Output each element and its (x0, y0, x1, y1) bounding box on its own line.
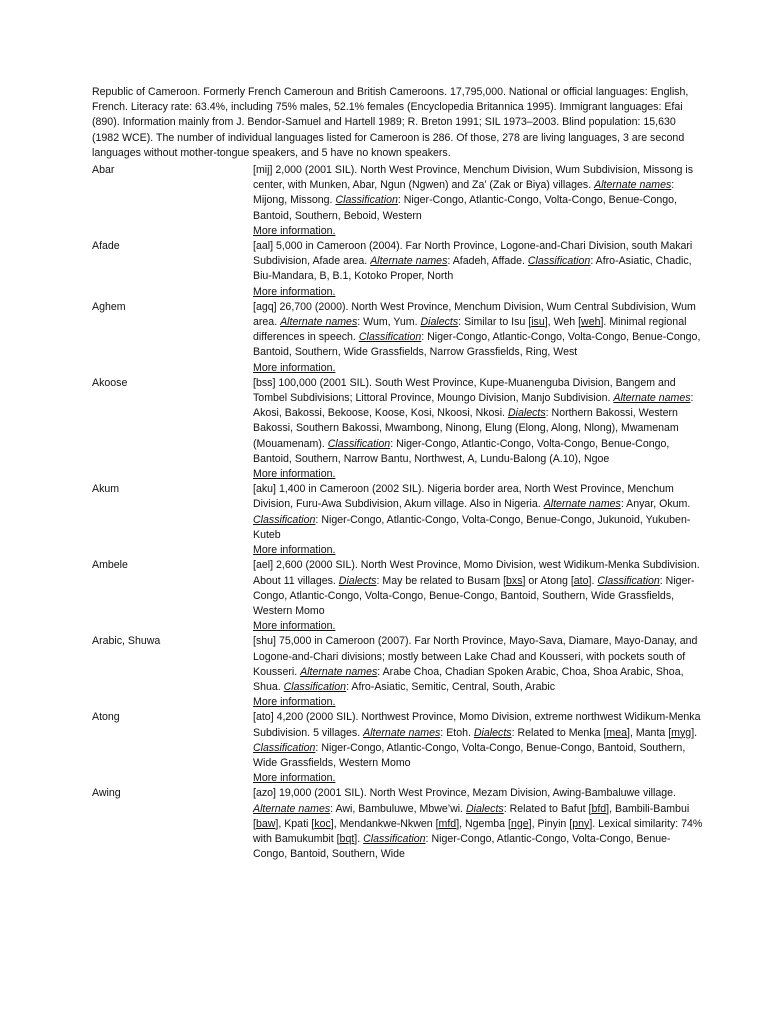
dialects-text: Related to Bafut [ (509, 802, 592, 815)
language-details (253, 239, 704, 300)
dialects-text: ], Mendankwe-Nkwen [ (330, 817, 439, 830)
classification-label[interactable]: Classification (358, 331, 422, 344)
dialects-text: ]. Minimal regional differences in speech. (253, 316, 687, 344)
language-name: Akoose (92, 376, 128, 389)
language-name: Awing (92, 787, 121, 800)
dialects-label[interactable]: Dialects (466, 802, 504, 815)
alternate-names: Anyar, Okum. (626, 498, 691, 511)
dialects-label[interactable]: Dialects (507, 407, 546, 420)
alternate-names: Arabe Choa, Chadian Spoken Arabic, Choa, Shoa Arabic, Shoa, Shua. (253, 665, 684, 693)
alternate-names-label[interactable]: Alternate names (613, 392, 691, 405)
more-information-link[interactable]: More information. (253, 224, 336, 237)
language-details (253, 376, 704, 482)
language-entry (92, 239, 704, 300)
more-information-row (253, 361, 704, 376)
language-name: Afade (92, 240, 120, 253)
dialect-code-link[interactable]: pny (572, 817, 590, 830)
alternate-names: Etoh. (446, 726, 471, 739)
alternate-names: Afadeh, Affade. (452, 255, 525, 268)
dialects-text: Related to Menka [ (517, 726, 607, 739)
dialect-code-link[interactable]: bqt (339, 832, 355, 845)
dialects-text: ]. Lexical similarity: 74% with Bamukumbit [ (253, 817, 703, 845)
more-information-link[interactable]: More information. (253, 620, 336, 633)
classification-text: Niger-Congo, Atlantic-Congo, Volta-Congo, Benue-Congo, Bantoid, Southern, Wide (253, 832, 671, 861)
more-information-row (253, 695, 704, 710)
more-information-row (253, 224, 704, 239)
language-code: azo (255, 787, 274, 800)
more-information-link[interactable]: More information. (253, 285, 336, 298)
dialects-text: ]. (354, 832, 361, 845)
dialects-text: Similar to Isu [ (464, 316, 532, 329)
language-description: [mij] 2,000 (2001 SIL). North West Province, Menchum Division, Wum Subdivision, Missong is center, with Munken, Abar, Ngun (Ngwen) and Za’ (Zak or Biya) villages. Alternate names: Mijong, Missong. Classification: Niger-Congo, Atlantic-Congo, Volta-Congo, Benue-Congo, Bantoid, Southern, Beboid, Western (253, 164, 694, 222)
language-name: Aghem (92, 300, 126, 313)
language-details (253, 634, 704, 710)
classification-text: Niger-Congo, Atlantic-Congo, Volta-Congo, Benue-Congo, Bantoid, Southern, Narrow Bantu, Northwest, A, Lundu-Balong (A.10), Ngoe (253, 437, 670, 465)
classification-label[interactable]: Classification (527, 255, 591, 268)
language-description: [bss] 100,000 (2001 SIL). South West Province, Kupe-Muanenguba Division, Bangem and Tombel Subdivisions; Littoral Province, Moungo Division, Manjo Subdivision. Alternate names: Akosi, Bakossi, Bekoose, Koose, Kosi, Nkoosi, Nkosi. Dialects: Northern Bakossi, Western Bakossi, Southern Bakossi, Mwambong, Ninong, Elung (Elong, Along, Nlong), Mwamenam (Mouamenam). Classification: Niger-Congo, Atlantic-Congo, Volta-Congo, Benue-Congo, Bantoid, Southern, Narrow Bantu, Northwest, A, Lundu-Balong (A.10), Ngoe (253, 376, 694, 465)
dialects-text: May be related to Busam [ (382, 574, 507, 587)
dialects-label[interactable]: Dialects (420, 316, 459, 329)
classification-text: Niger-Congo, Atlantic-Congo, Volta-Congo, Benue-Congo, Bantoid, Southern, Wide Grassfields, Narrow Grassfields, Ring, West (253, 331, 701, 359)
language-code: agq (255, 300, 274, 313)
language-list (92, 163, 704, 862)
language-entry (92, 376, 704, 482)
dialects-label[interactable]: Dialects (473, 726, 512, 739)
language-entry (92, 163, 704, 239)
more-information-link[interactable]: More information. (253, 696, 336, 709)
alternate-names-label[interactable]: Alternate names (594, 179, 672, 192)
more-information-link[interactable]: More information. (253, 544, 336, 557)
language-entry (92, 710, 704, 786)
language-entry (92, 558, 704, 634)
language-name: Arabic, Shuwa (92, 635, 161, 648)
more-information-row (253, 285, 704, 300)
classification-label[interactable]: Classification (597, 574, 660, 587)
more-information-row (253, 543, 704, 558)
language-info: 19,000 (2001 SIL). North West Province, Mezam Division, Awing-Bambaluwe village. (278, 787, 676, 800)
dialects-text: ] or Atong [ (522, 574, 574, 587)
language-info: 26,700 (2000). North West Province, Menchum Division, Wum Central Subdivision, Wum area. (253, 300, 696, 329)
classification-text: Afro-Asiatic, Semitic, Central, South, Arabic (351, 680, 556, 693)
country-intro: Republic of Cameroon. Formerly French Cameroun and British Cameroons. 17,795,000. National or official languages: English, French. Literacy rate: 63.4%, including 75% males, 52.1% females (Encyclopedia Britannica 1995). Immigrant languages: Efai (890). Information mainly from J. Bendor-Samuel and Hartell 1989; R. Breton 1991; SIL 1973–2003. Blind population: 15,630 (1982 WCE). The number of individual languages listed for Cameroon is 286. Of those, 278 are living languages, 3 are second languages without mother-tongue speakers, and 5 have no known speakers. (92, 86, 689, 159)
language-description: [aku] 1,400 in Cameroon (2002 SIL). Nigeria border area, North West Province, Menchum Division, Furu-Awa Subdivision, Akum village. Also in Nigeria. Alternate names: Anyar, Okum. Classification: Niger-Congo, Atlantic-Congo, Volta-Congo, Benue-Congo, Jukunoid, Yukuben-Kuteb (253, 483, 691, 541)
classification-text: Afro-Asiatic, Chadic, Biu-Mandara, B, B.1, Kotoko Proper, North (253, 255, 692, 283)
alternate-names-label[interactable]: Alternate names (363, 726, 441, 739)
dialects-text: ], Manta [ (627, 726, 672, 739)
classification-label[interactable]: Classification (253, 741, 316, 754)
more-information-link[interactable]: More information. (253, 468, 336, 481)
language-code: shu (255, 635, 274, 648)
language-name: Abar (92, 164, 115, 177)
dialect-code-link[interactable]: weh (581, 316, 601, 329)
dialects-text: ], Pinyin [ (528, 817, 573, 830)
language-code: aal (255, 240, 271, 253)
dialect-code-link[interactable]: myg (671, 726, 692, 739)
classification-label[interactable]: Classification (327, 437, 391, 450)
language-info: 4,200 (2000 SIL). Northwest Province, Momo Division, extreme northwest Widikum-Menka Subdivision. 5 villages. (253, 711, 701, 739)
document-page (92, 85, 704, 862)
classification-text: Niger-Congo, Atlantic-Congo, Volta-Congo, Benue-Congo, Bantoid, Southern, Wide Grassfields, Western Momo (253, 741, 686, 769)
dialect-code-link[interactable]: isu (531, 316, 545, 329)
classification-label[interactable]: Classification (335, 194, 398, 207)
language-code: ael (255, 559, 271, 572)
dialect-code-link[interactable]: nge (510, 817, 529, 830)
dialect-code-link[interactable]: mea (606, 726, 627, 739)
dialects-text: Northern Bakossi, Western Bakossi, Southern Bakossi, Mwambong, Ninong, Elung (Elong, Along, Nlong), Mwamenam (Mouamenam). (253, 407, 679, 450)
dialects-label[interactable]: Dialects (338, 574, 377, 587)
alternate-names: Awi, Bambuluwe, Mbwe’wi. (335, 802, 464, 815)
more-information-row (253, 619, 704, 634)
alternate-names: Wum, Yum. (363, 316, 418, 329)
alternate-names: Akosi, Bakossi, Bekoose, Koose, Kosi, Nkoosi, Nkosi. (253, 407, 506, 420)
dialect-code-link[interactable]: bfd (591, 802, 607, 815)
more-information-row (253, 771, 704, 786)
classification-text: Niger-Congo, Atlantic-Congo, Volta-Congo, Benue-Congo, Bantoid, Southern, Wide Grassfields, Western Momo (253, 574, 695, 617)
language-code: ato (255, 711, 271, 724)
language-details (253, 300, 704, 376)
alternate-names-label[interactable]: Alternate names (543, 498, 621, 511)
language-details (253, 163, 704, 239)
language-details (253, 482, 704, 558)
language-description: [ael] 2,600 (2000 SIL). North West Province, Momo Division, west Widikum-Menka Subdivision. About 11 villages. Dialects: May be related to Busam [bxs] or Atong [ato]. Classification: Niger-Congo, Atlantic-Congo, Volta-Congo, Benue-Congo, Bantoid, Southern, Wide Grassfields, Western Momo (253, 559, 700, 617)
dialect-code-link[interactable]: bxs (506, 574, 523, 587)
dialect-code-link[interactable]: mfd (438, 817, 457, 830)
dialect-code-link[interactable]: ato (573, 574, 589, 587)
language-entry (92, 786, 704, 862)
dialects-text: ]. (691, 726, 698, 739)
language-code: aku (255, 483, 274, 496)
language-description: [agq] 26,700 (2000). North West Province, Menchum Division, Wum Central Subdivision, Wum area. Alternate names: Wum, Yum. Dialects: Similar to Isu [isu], Weh [weh]. Minimal regional differences in speech. Classification: Niger-Congo, Atlantic-Congo, Volta-Congo, Benue-Congo, Bantoid, Southern, Wide Grassfields, Narrow Grassfields, Ring, West (253, 300, 701, 359)
language-info: 100,000 (2001 SIL). South West Province, Kupe-Muanenguba Division, Bangem and Tombel Subdivisions; Littoral Province, Moungo Division, Manjo Subdivision. (253, 376, 676, 405)
more-information-row (253, 467, 704, 482)
more-information-link[interactable]: More information. (253, 772, 336, 785)
classification-label[interactable]: Classification (253, 513, 316, 526)
language-name: Atong (92, 711, 120, 724)
dialects-text: ], Kpati [ (275, 817, 315, 830)
dialects-text: ]. (588, 574, 595, 587)
language-entry (92, 300, 704, 376)
language-info: 5,000 in Cameroon (2004). Far North Province, Logone-and-Chari Division, south Makari Subdivision, Afade area. (253, 240, 693, 268)
language-details (253, 558, 704, 634)
language-details (253, 786, 704, 862)
language-name: Ambele (92, 559, 128, 572)
language-info: 1,400 in Cameroon (2002 SIL). Nigeria border area, North West Province, Menchum Division, Furu-Awa Subdivision, Akum village. Also in Nigeria. (253, 483, 674, 511)
alternate-names: Mijong, Missong. (253, 194, 333, 207)
language-code: mij (255, 164, 270, 177)
classification-text: Niger-Congo, Atlantic-Congo, Volta-Congo, Benue-Congo, Bantoid, Southern, Beboid, Western (253, 194, 677, 222)
language-name: Akum (92, 483, 120, 496)
alternate-names-label[interactable]: Alternate names (253, 802, 331, 815)
language-description: [ato] 4,200 (2000 SIL). Northwest Province, Momo Division, extreme northwest Widikum-Menka Subdivision. 5 villages. Alternate names: Etoh. Dialects: Related to Menka [mea], Manta [myg]. Classification: Niger-Congo, Atlantic-Congo, Volta-Congo, Benue-Congo, Bantoid, Southern, Wide Grassfields, Western Momo (253, 711, 701, 769)
language-entry (92, 634, 704, 710)
language-entry (92, 482, 704, 558)
classification-label[interactable]: Classification (363, 832, 426, 845)
classification-label[interactable]: Classification (283, 680, 347, 693)
alternate-names-label[interactable]: Alternate names (370, 255, 448, 268)
language-code: bss (255, 376, 273, 389)
classification-text: Niger-Congo, Atlantic-Congo, Volta-Congo, Benue-Congo, Jukunoid, Yukuben-Kuteb (253, 513, 691, 541)
alternate-names-label[interactable]: Alternate names (300, 665, 378, 678)
language-info: 2,600 (2000 SIL). North West Province, Momo Division, west Widikum-Menka Subdivision. About 11 villages. (253, 559, 700, 587)
dialect-code-link[interactable]: baw (255, 817, 276, 830)
language-info: 2,000 (2001 SIL). North West Province, Menchum Division, Wum Subdivision, Missong is center, with Munken, Abar, Ngun (Ngwen) and Za’ (Zak or Biya) villages. (253, 164, 694, 192)
language-info: 75,000 in Cameroon (2007). Far North Province, Mayo-Sava, Diamare, Mayo-Danay, and Logone-and-Chari divisions; mostly between Lake Chad and Kousseri, with pockets south of Kousseri. (253, 635, 698, 678)
dialects-text: ], Ngemba [ (456, 817, 511, 830)
dialect-code-link[interactable]: koc (314, 817, 331, 830)
language-description: [aal] 5,000 in Cameroon (2004). Far North Province, Logone-and-Chari Division, south Makari Subdivision, Afade area. Alternate names: Afadeh, Affade. Classification: Afro-Asiatic, Chadic, Biu-Mandara, B, B.1, Kotoko Proper, North (253, 240, 693, 283)
language-description: [shu] 75,000 in Cameroon (2007). Far North Province, Mayo-Sava, Diamare, Mayo-Danay, and Logone-and-Chari divisions; mostly between Lake Chad and Kousseri, with pockets south of Kousseri. Alternate names: Arabe Choa, Chadian Spoken Arabic, Choa, Shoa Arabic, Shoa, Shua. Classification: Afro-Asiatic, Semitic, Central, South, Arabic (253, 635, 698, 693)
dialects-text: ], Weh [ (544, 316, 582, 329)
language-details (253, 710, 704, 786)
dialects-text: ], Bambili-Bambui [ (253, 802, 690, 830)
more-information-link[interactable]: More information. (253, 361, 336, 374)
language-description: [azo] 19,000 (2001 SIL). North West Province, Mezam Division, Awing-Bambaluwe village. Alternate names: Awi, Bambuluwe, Mbwe’wi. Dialects: Related to Bafut [bfd], Bambili-Bambui [baw], Kpati [koc], Mendankwe-Nkwen [mfd], Ngemba [nge], Pinyin [pny]. Lexical similarity: 74% with Bamukumbit [bqt]. Classification: Niger-Congo, Atlantic-Congo, Volta-Congo, Benue-Congo, Bantoid, Southern, Wide (253, 787, 703, 861)
alternate-names-label[interactable]: Alternate names (280, 316, 358, 329)
